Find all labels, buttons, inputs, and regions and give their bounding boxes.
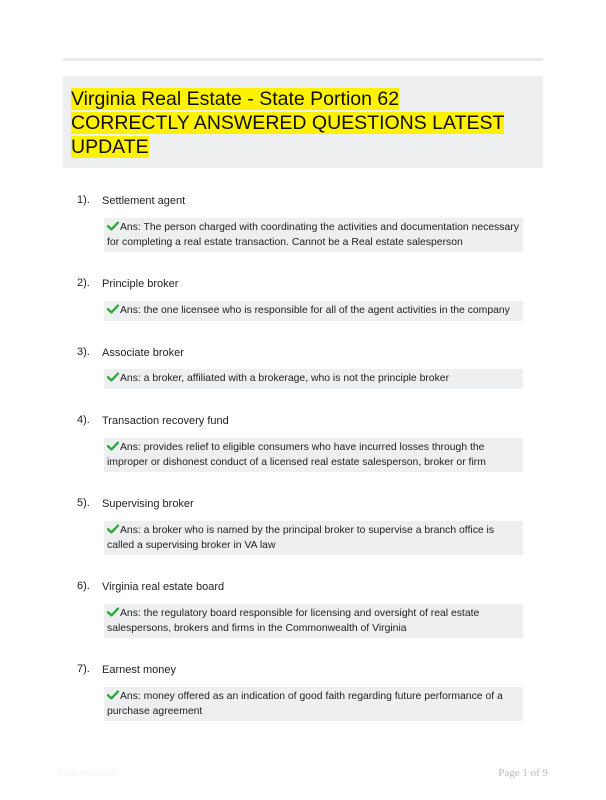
answer-text: Ans: provides relief to eligible consumers who have incurred losses through the improper or dishonest conduct of a licensed real estate salesperson, broker or firm (107, 442, 486, 468)
question-number: 4). (77, 414, 90, 426)
check-icon (107, 441, 119, 451)
answer-text: Ans: The person charged with coordinating the activities and documentation necessary for completing a real estate transaction. Cannot be a Real estate salesperson (107, 222, 519, 248)
question-number: 2). (77, 277, 90, 289)
question-number: 1). (77, 194, 90, 206)
answer-box (104, 438, 523, 472)
check-icon (107, 690, 119, 700)
answer-text: Ans: the regulatory board responsible for licensing and oversight of real estate salespersons, brokers and firms in the Commonwealth of Virginia (107, 608, 480, 634)
footer-watermark: Paperbliic.com (58, 768, 118, 778)
question-text: Supervising broker (102, 498, 194, 510)
check-icon (107, 607, 119, 617)
answer-text: Ans: money offered as an indication of good faith regarding future performance of a purchase agreement (107, 691, 503, 717)
check-icon (107, 304, 119, 314)
question-text: Principle broker (102, 278, 179, 290)
answer-text: Ans: a broker who is named by the principal broker to supervise a branch office is called a supervising broker in VA law (107, 525, 495, 551)
answer-box (104, 687, 523, 721)
question-text: Settlement agent (102, 195, 186, 207)
check-icon (107, 524, 119, 534)
answer-box (104, 604, 523, 638)
title-banner (63, 76, 543, 168)
page-title (71, 87, 521, 159)
answer-text: Ans: a broker, affiliated with a brokerage, who is not the principle broker (120, 373, 450, 384)
question-number: 6). (77, 580, 90, 592)
check-icon (107, 221, 119, 231)
answer-text: Ans: the one licensee who is responsible for all of the agent activities in the company (120, 305, 510, 316)
question-number: 7). (77, 663, 90, 675)
title-highlight: Virginia Real Estate - State Portion 62 CORRECTLY ANSWERED QUESTIONS LATEST UPDATE (71, 88, 505, 158)
answer-box (104, 218, 523, 252)
question-number: 5). (77, 497, 90, 509)
question-text: Earnest money (102, 664, 176, 676)
page-number: Page 1 of 9 (498, 767, 548, 779)
question-text: Associate broker (102, 347, 184, 359)
check-icon (107, 372, 119, 382)
answer-box (104, 369, 523, 389)
question-text: Transaction recovery fund (102, 415, 229, 427)
question-number: 3). (77, 346, 90, 358)
answer-box (104, 301, 523, 321)
answer-box (104, 521, 523, 555)
question-text: Virginia real estate board (102, 581, 225, 593)
top-divider (63, 58, 543, 61)
